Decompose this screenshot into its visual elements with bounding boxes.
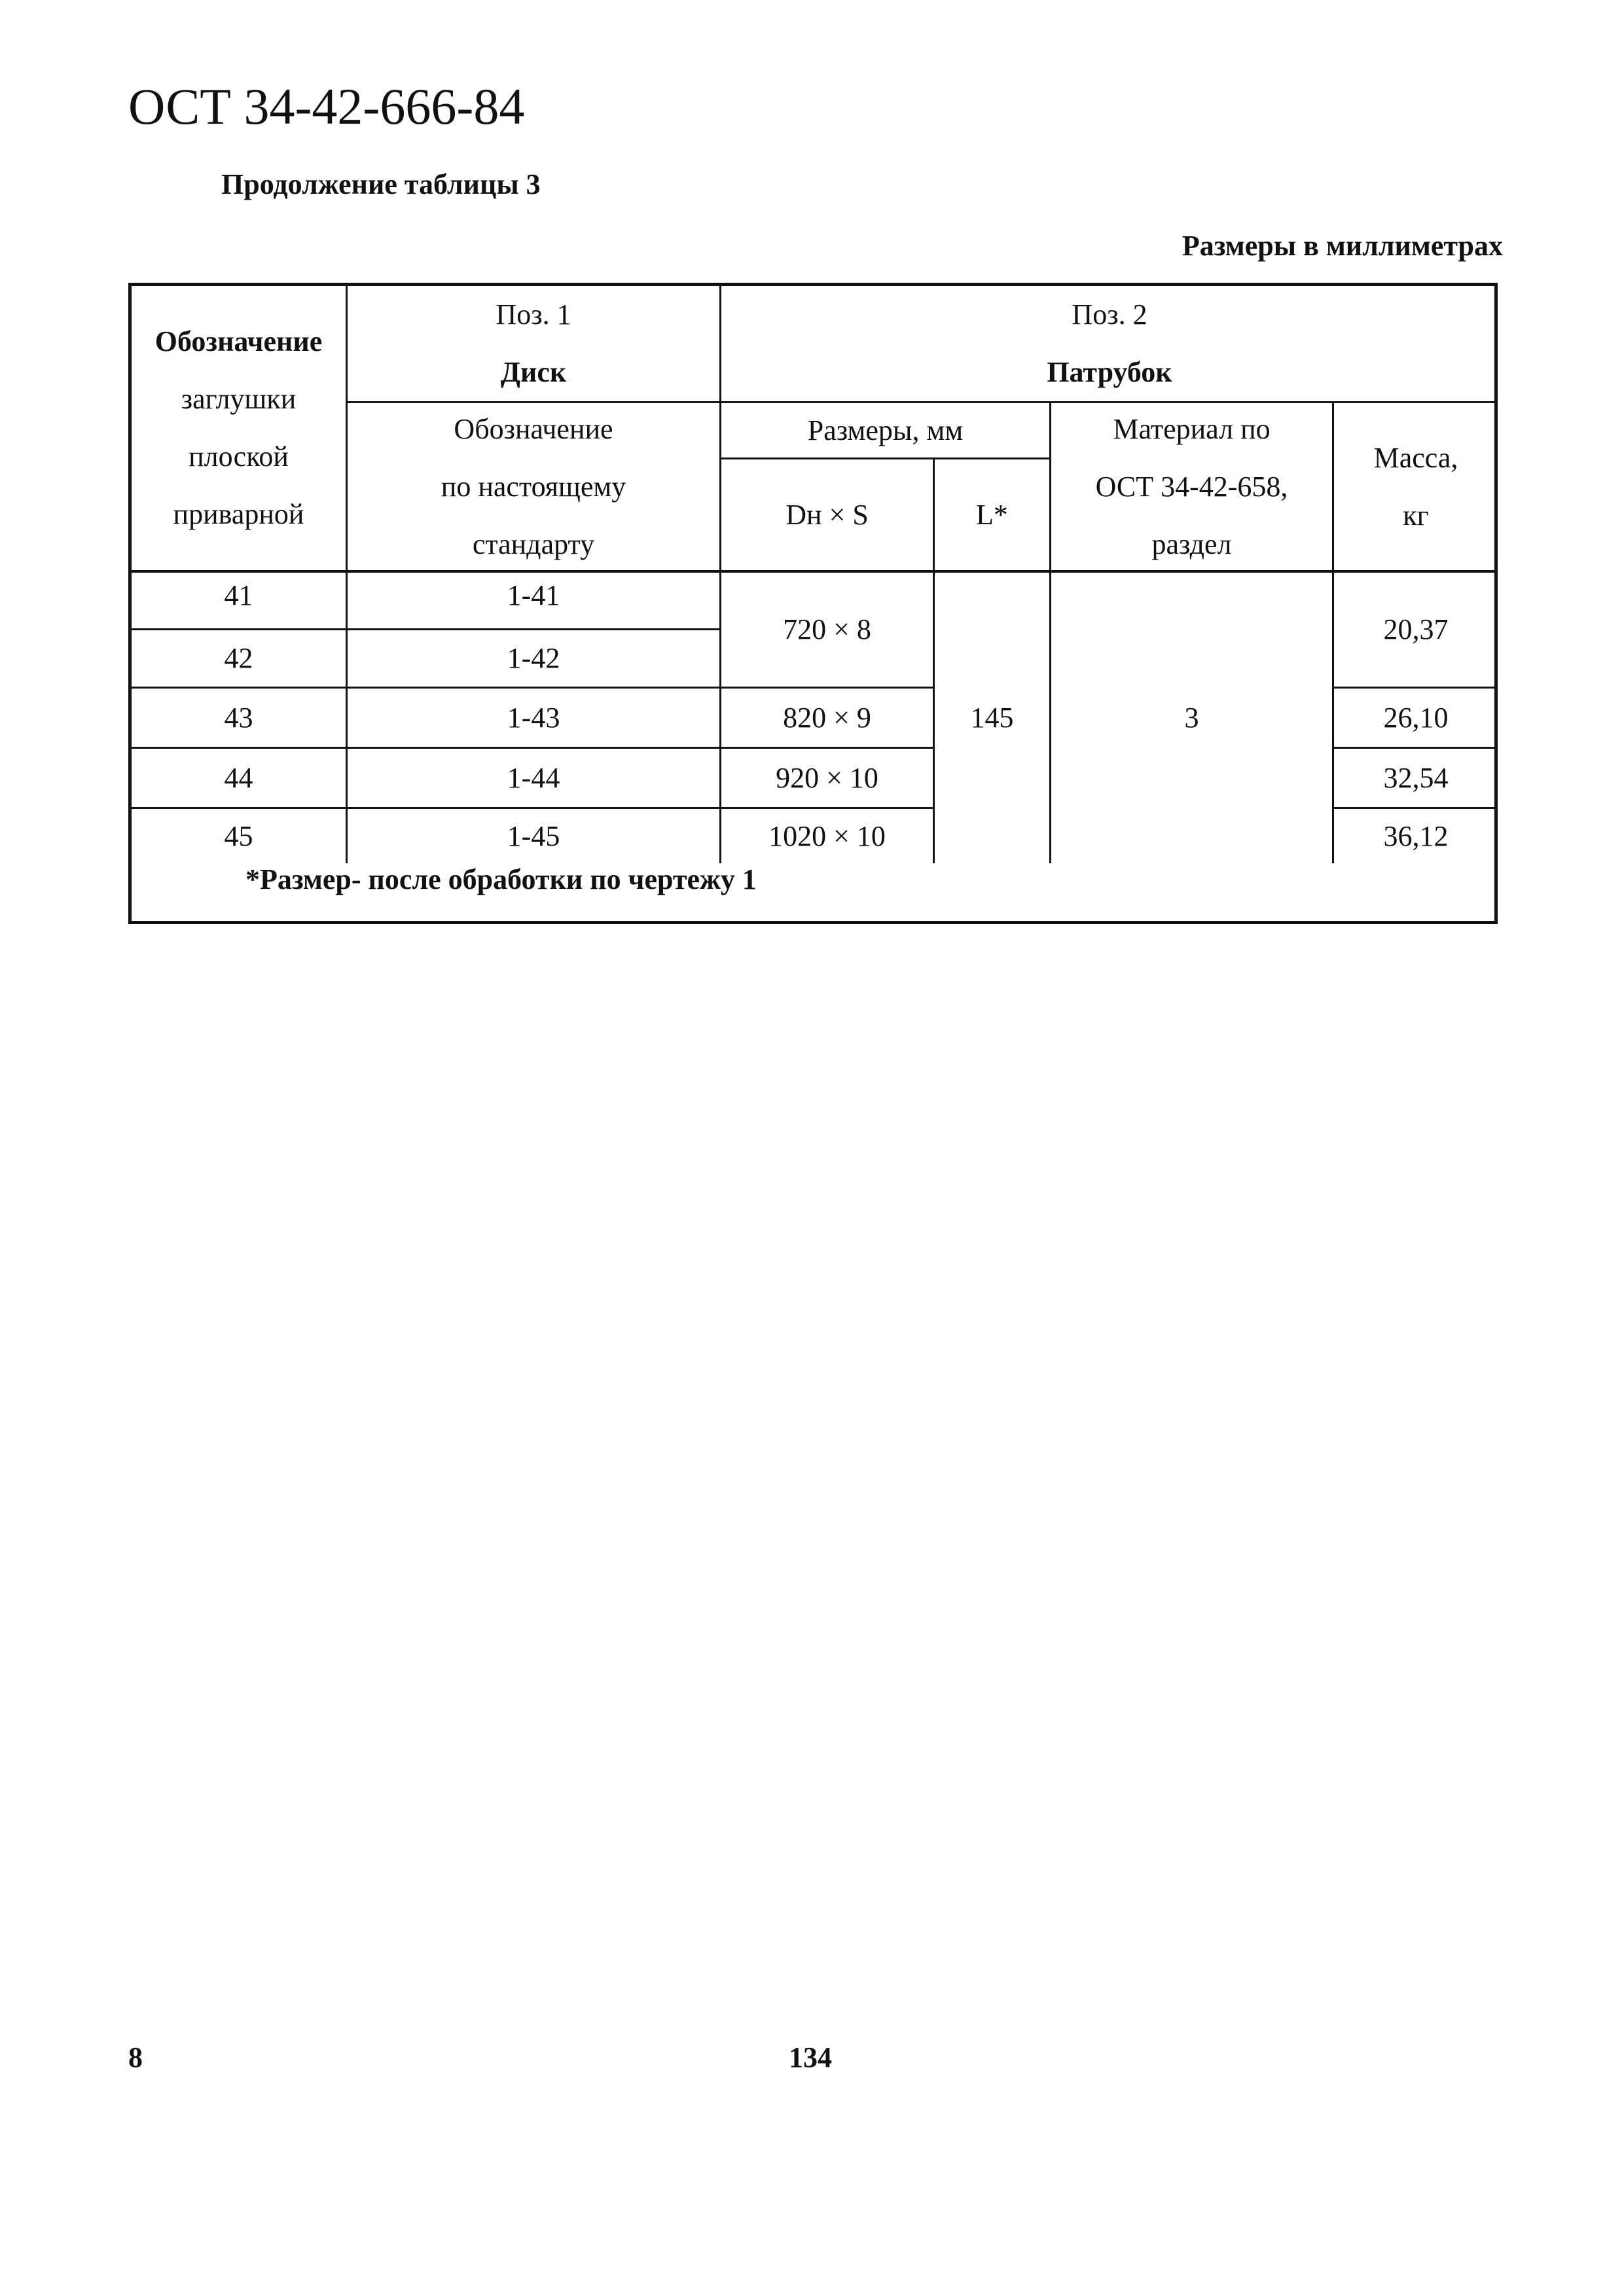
row-designation <box>132 749 346 807</box>
row-material-merged <box>1051 689 1332 747</box>
row-l-merged <box>935 689 1049 747</box>
cell-text: 20,37 <box>1383 613 1449 645</box>
header-mass-line: Масса, <box>1373 441 1458 474</box>
header-pos1-designation <box>348 403 719 570</box>
row-mass <box>1334 573 1498 687</box>
header-material <box>1051 403 1332 570</box>
row-mass <box>1334 689 1498 747</box>
row-designation <box>132 573 346 619</box>
header-material-line: Материал по <box>1113 412 1271 445</box>
cell-text: 1-45 <box>507 819 560 852</box>
table-footnote: *Размер- после обработки по чертежу 1 <box>245 863 757 895</box>
header-dn-s <box>721 459 933 570</box>
header-pos1 <box>348 286 719 401</box>
cell-text: 42 <box>224 642 253 674</box>
header-pos1-title: Поз. 1 <box>496 298 571 331</box>
row-disk <box>348 573 719 619</box>
cell-text: 1020 × 10 <box>768 819 886 852</box>
header-l <box>935 459 1049 570</box>
cell-text: 36,12 <box>1383 819 1449 852</box>
cell-text: 1-42 <box>507 642 560 674</box>
cell-text: 820 × 9 <box>783 701 871 734</box>
header-material-line: ОСТ 34-42-658, <box>1095 470 1288 503</box>
header-pos1-sub-line: Обозначение <box>454 412 613 445</box>
header-material-line: раздел <box>1151 528 1232 560</box>
cell-text: 32,54 <box>1383 761 1449 794</box>
row-mass <box>1334 749 1498 807</box>
cell-text: 1-44 <box>507 761 560 794</box>
row-designation <box>132 689 346 747</box>
page-number: 134 <box>789 2041 832 2073</box>
row-designation <box>132 630 346 687</box>
cell-text: 44 <box>224 761 253 794</box>
header-sizes-label: Размеры, мм <box>807 414 964 446</box>
cell-text: 41 <box>224 579 253 611</box>
cell-text: 43 <box>224 701 253 734</box>
header-designation-line: приварной <box>173 498 304 530</box>
row-disk <box>348 630 719 687</box>
units-note: Размеры в миллиметрах <box>1182 230 1503 262</box>
header-pos2-title: Поз. 2 <box>1072 298 1147 331</box>
table-continuation-title: Продолжение таблицы 3 <box>221 168 541 200</box>
row-disk <box>348 809 719 863</box>
cell-text: 920 × 10 <box>776 761 878 794</box>
header-l-label: L* <box>976 498 1008 531</box>
row-dn-s <box>721 573 933 687</box>
cell-text: 720 × 8 <box>783 613 871 645</box>
row-mass <box>1334 809 1498 863</box>
header-designation-line: плоской <box>189 440 289 473</box>
cell-text: 26,10 <box>1383 701 1449 734</box>
document-code: ОСТ 34-42-666-84 <box>128 78 525 135</box>
header-designation-line: Обозначение <box>154 325 323 357</box>
page-mark: 8 <box>128 2041 143 2073</box>
dimensions-table <box>128 283 1498 924</box>
header-mass <box>1334 403 1498 570</box>
header-pos1-sub-line: стандарту <box>472 528 595 560</box>
header-designation-line: заглушки <box>181 383 297 415</box>
row-disk <box>348 749 719 807</box>
cell-text: 3 <box>1184 701 1199 734</box>
header-dn-s-label: Dн × S <box>785 498 869 531</box>
header-pos2-name: Патрубок <box>1047 356 1172 388</box>
row-dn-s <box>721 689 933 747</box>
header-pos1-sub-line: по настоящему <box>441 470 626 503</box>
header-sizes <box>721 403 1049 457</box>
cell-text: 145 <box>970 701 1014 734</box>
header-pos2 <box>721 286 1498 401</box>
row-dn-s <box>721 809 933 863</box>
row-disk <box>348 689 719 747</box>
header-mass-line: кг <box>1403 499 1429 531</box>
cell-text: 1-43 <box>507 701 560 734</box>
row-designation <box>132 809 346 863</box>
row-dn-s <box>721 749 933 807</box>
cell-text: 45 <box>224 819 253 852</box>
header-designation <box>132 286 346 570</box>
cell-text: 1-41 <box>507 579 560 611</box>
header-pos1-name: Диск <box>500 356 567 388</box>
